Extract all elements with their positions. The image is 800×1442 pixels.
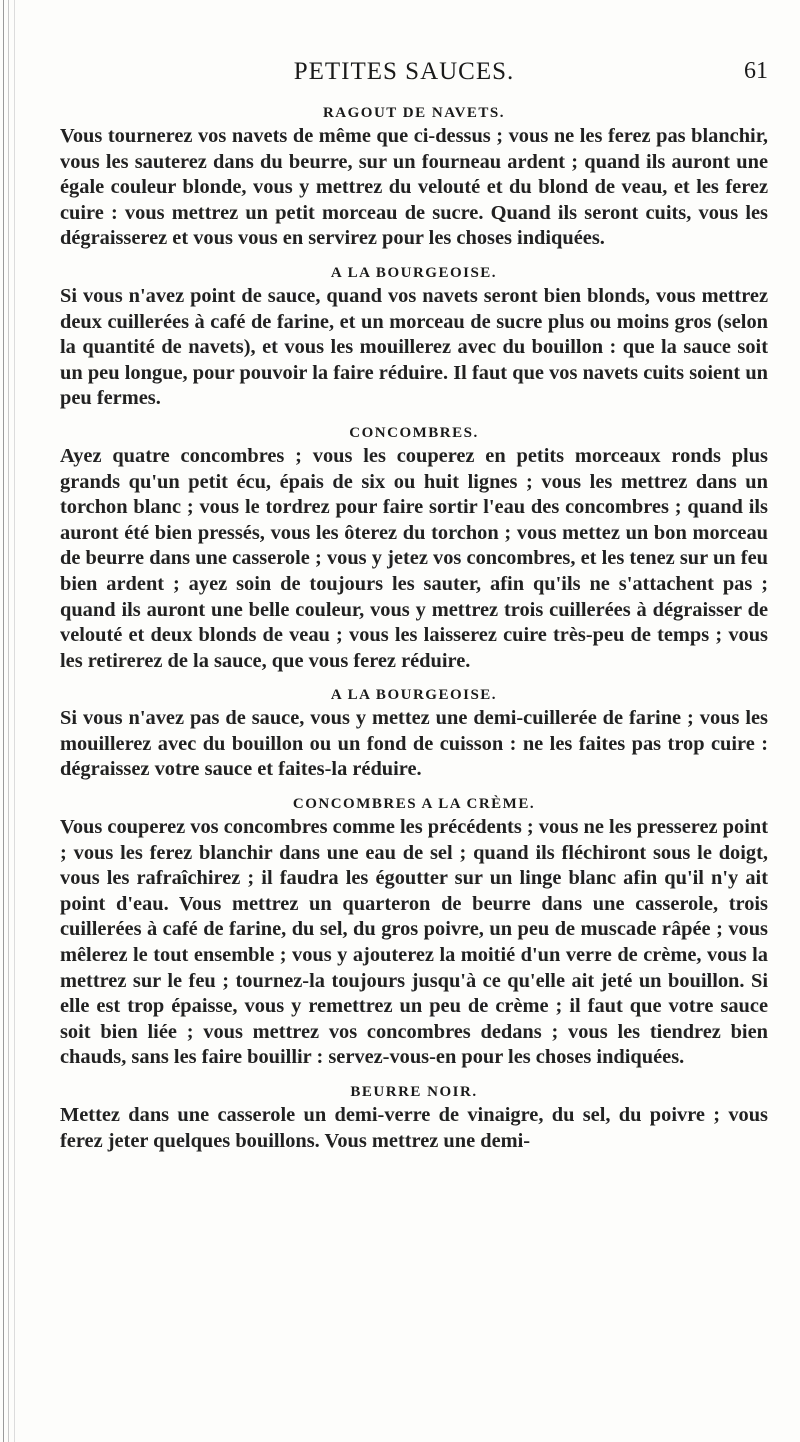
section-text-ragout-de-navets: Vous tournerez vos navets de même que ci-dessus ; vous ne les ferez pas blanchir, vous les sauterez dans du beurre, sur un fourneau ardent ; quand ils auront une égale couleur blonde, vous y mettrez du velouté et du blond de veau, et les ferez cuire : vous mettrez un petit morceau de sucre. Quand ils seront cuits, vous les dégraisserez et vous vous en servirez pour les choses indiquées. xyxy=(60,125,768,250)
running-title: PETITES SAUCES. xyxy=(293,58,515,85)
section-title-beurre-noir: BEURRE NOIR. xyxy=(350,1084,478,1100)
section-title-concombres-creme: CONCOMBRES A LA CRÈME. xyxy=(292,796,536,813)
page-body xyxy=(60,102,768,1154)
section-text-concombres: Ayez quatre concombres ; vous les couperez en petits morceaux ronds plus grands qu'un petit écu, épais de six ou huit lignes ; vous les mettrez dans un torchon blanc ; vous le tordrez pour faire sortir l'eau des concombres ; quand ils auront été bien pressés, vous les ôterez du torchon ; vous mettez un bon morceau de beurre dans une casserole ; vous y jetez vos concombres, et les tenez sur un feu bien ardent ; ayez soin de toujours les sauter, afin qu'ils ne s'attachent pas ; quand ils auront une belle couleur, vous y mettrez trois cuillerées à dégraisser de velouté et deux blonds de veau ; vous les laisserez cuire très-peu de temps ; vous les retirerez de la sauce, que vous ferez réduire. xyxy=(60,444,768,672)
section-text-navets-bourgeoise: Si vous n'avez point de sauce, quand vos navets seront bien blonds, vous mettrez deux cuillerées à café de farine, et un morceau de sucre plus ou moins gros (selon la quantité de navets), et vous les mouillerez avec du bouillon : que la sauce soit un peu longue, pour pouvoir la faire réduire. Il faut que vos navets cuits soient un peu fermes. xyxy=(60,284,768,410)
page-edge-line xyxy=(14,0,15,1442)
page-edge-line xyxy=(3,0,4,1442)
section-title-concombres: CONCOMBRES. xyxy=(349,424,479,441)
section-title-ragout-de-navets: RAGOUT DE NAVETS. xyxy=(322,105,506,121)
section-title-navets-bourgeoise: A LA BOURGEOISE. xyxy=(330,264,498,281)
section-text-concombres-creme: Vous couperez vos concombres comme les précédents ; vous ne les presserez point ; vous les ferez blanchir dans une eau de sel ; quand ils fléchiront sous le doigt, vous les rafraîchirez ; il faudra les égoutter sur un linge blanc afin qu'il n'y ait point d'eau. Vous mettrez un quarteron de beurre dans une casserole, trois cuillerées à café de farine, du sel, du gros poivre, un peu de muscade râpée ; vous mêlerez le tout ensemble ; vous y ajouterez la moitié d'un verre de crème, vous la mettrez sur le feu ; tournez-la toujours jusqu'à ce qu'elle ait jeté un bouillon. Si elle est trop épaisse, vous y remettrez un peu de crème ; il faut que votre sauce soit bien liée ; vous mettrez vos concombres dedans ; vous les tiendrez bien chauds, sans les faire bouillir : servez-vous-en pour les choses indiquées. xyxy=(60,816,768,1069)
page-number: 61 xyxy=(744,58,768,84)
section-title-concombres-bourgeoise: A LA BOURGEOISE. xyxy=(330,687,498,704)
page-header xyxy=(40,58,768,88)
section-text-concombres-bourgeoise: Si vous n'avez pas de sauce, vous y mettez une demi-cuillerée de farine ; vous les mouillerez avec du bouillon ou un fond de cuisson : ne les faites pas trop cuire : dégraissez votre sauce et faites-la réduire. xyxy=(60,707,768,781)
section-text-beurre-noir: Mettez dans une casserole un demi-verre de vinaigre, du sel, du poivre ; vous ferez jeter quelques bouillons. Vous mettrez une demi- xyxy=(60,1104,768,1152)
page-edge-line xyxy=(8,0,9,1442)
